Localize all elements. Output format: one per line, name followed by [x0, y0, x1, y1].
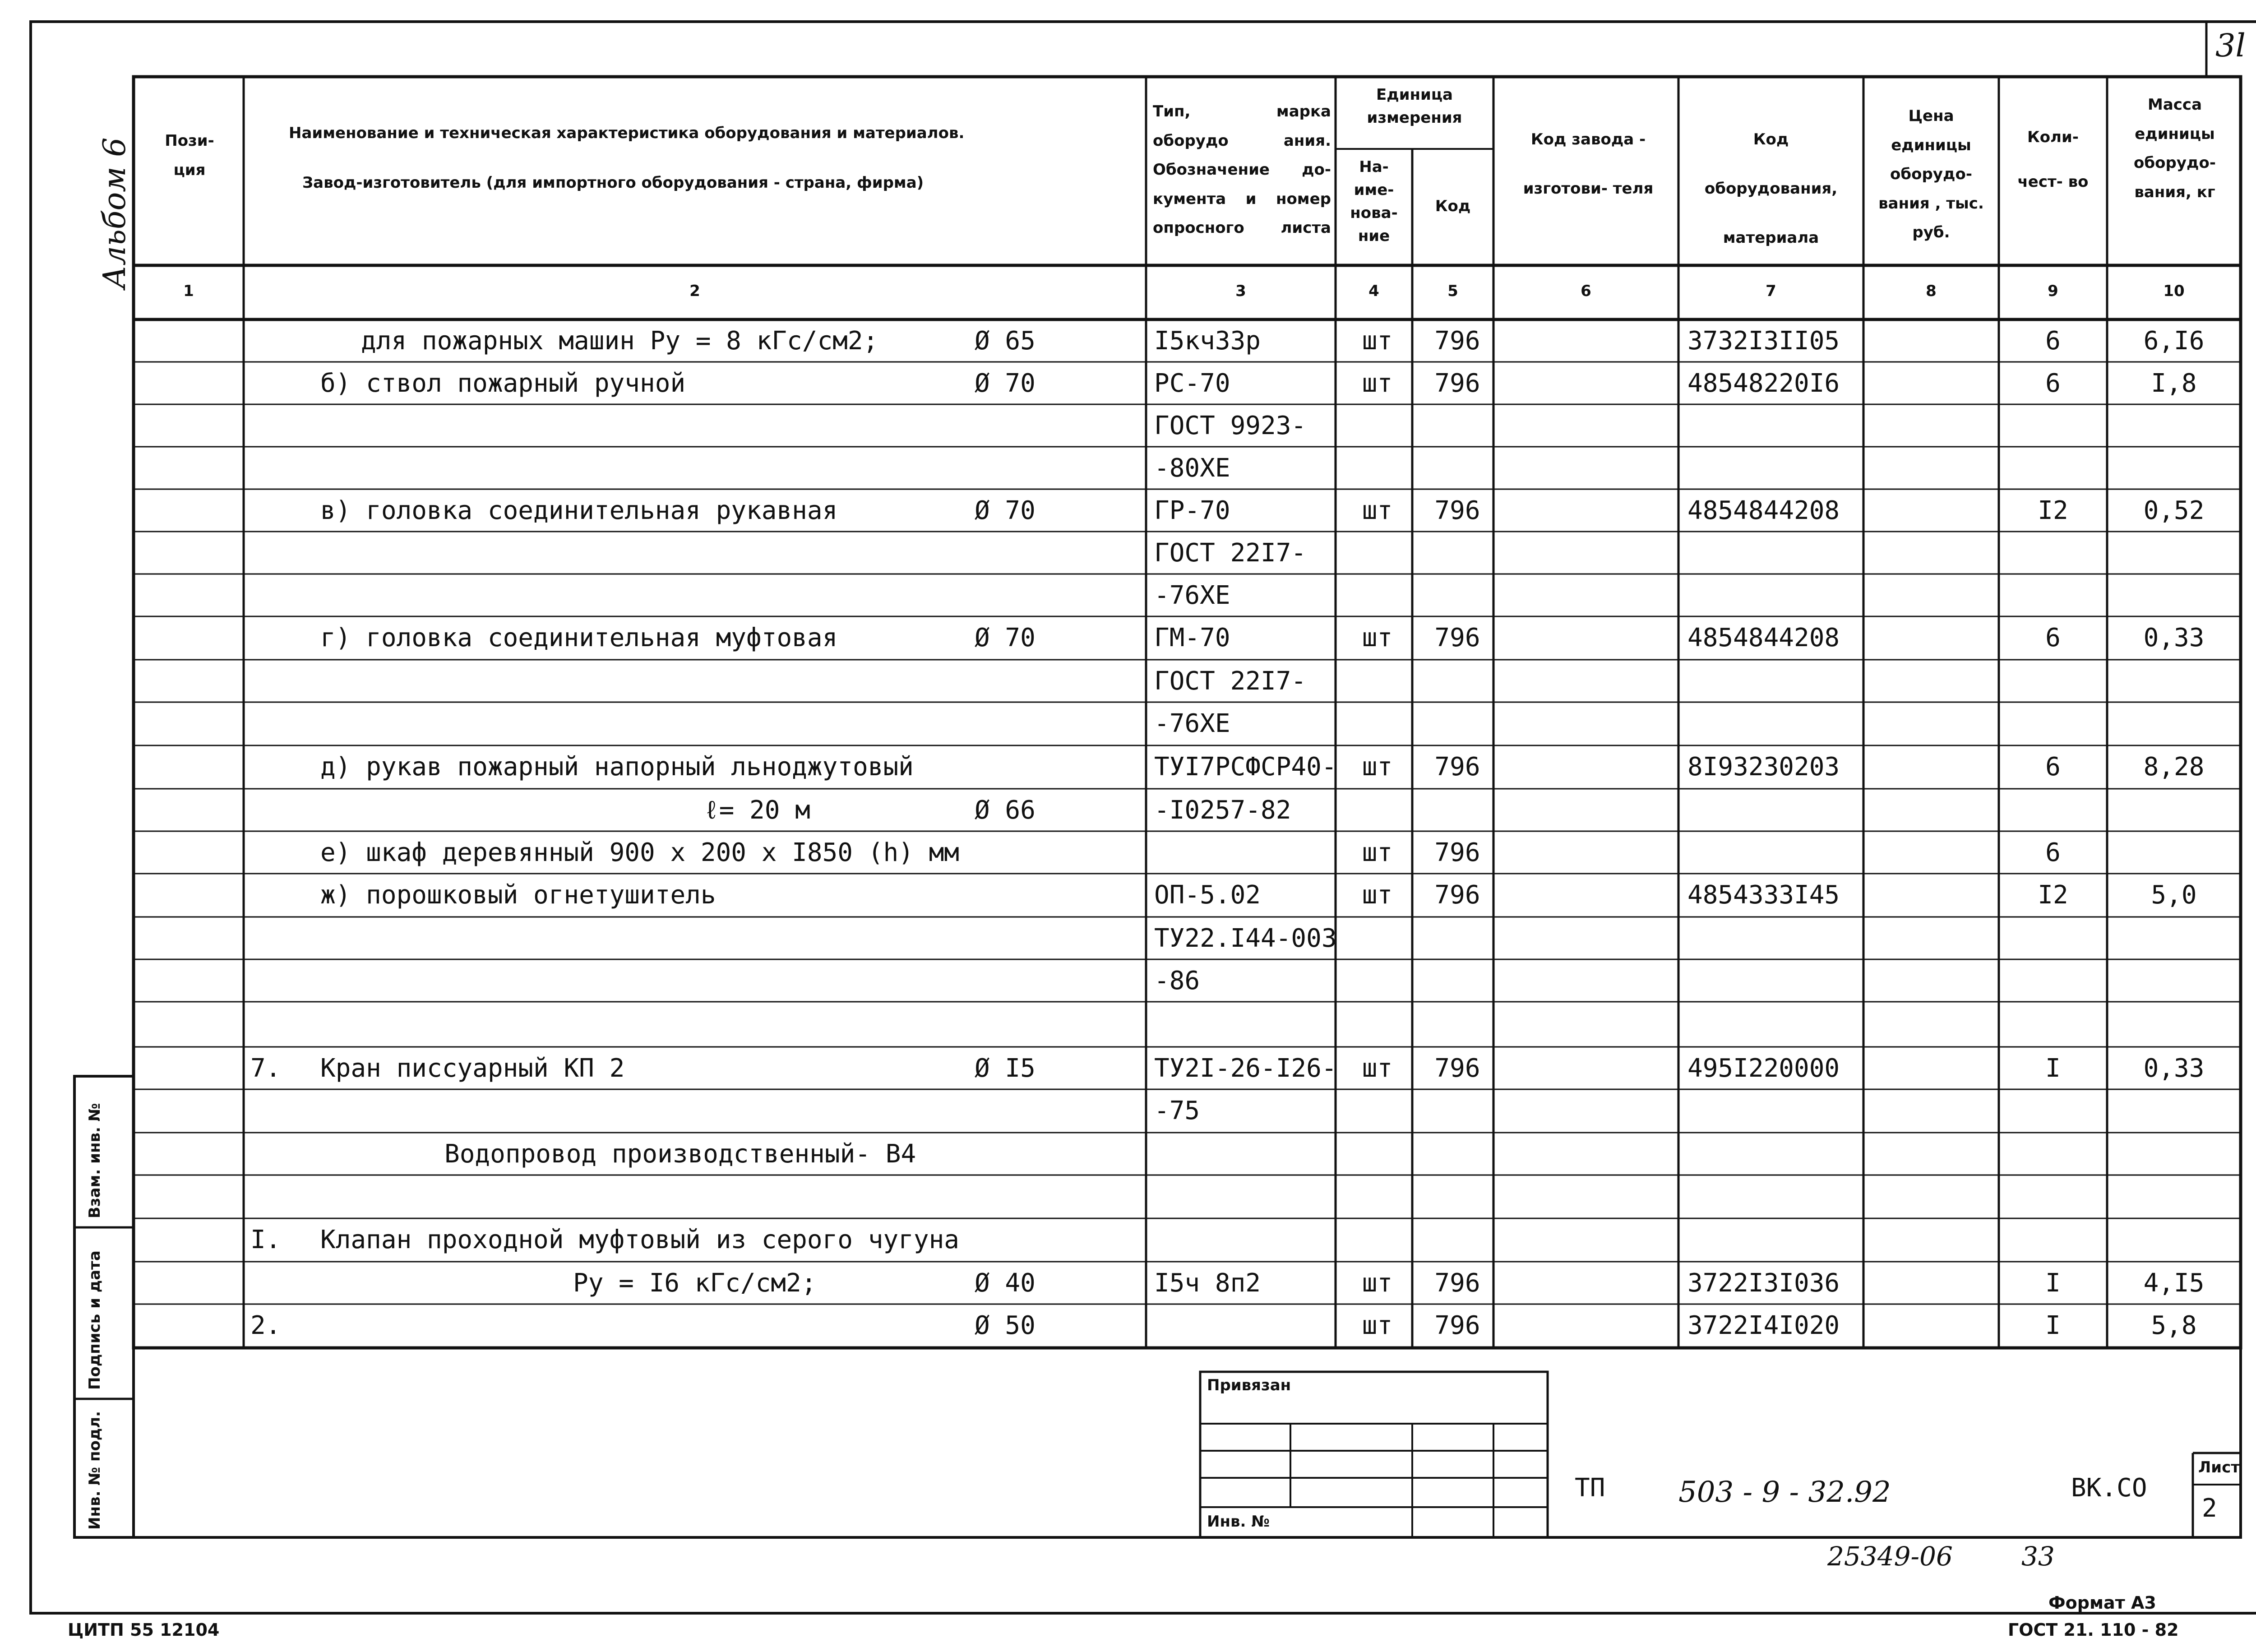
archive-number: 25349-06 [1827, 1541, 1953, 1572]
row-1-type: РС-70 [1154, 369, 1230, 398]
row-7-type: ГМ-70 [1154, 623, 1230, 652]
row-23-dia: Ø 50 [975, 1311, 1036, 1340]
row-17-mass: 0,33 [2143, 1054, 2205, 1083]
column-number-2: 2 [689, 282, 700, 300]
format-label: Формат А3 [2048, 1593, 2156, 1613]
stamp-tp: ТП [1575, 1473, 1605, 1503]
row-19-name: Водопровод производственный- В4 [444, 1139, 916, 1169]
row-10-qty: 6 [2045, 752, 2061, 782]
row-10-type: ТУI7РСФСР40- [1154, 752, 1337, 782]
row-21-name: Клапан проходной муфтовый из серого чугуна [320, 1225, 960, 1254]
row-18-type: -75 [1154, 1096, 1200, 1125]
row-4-code: 796 [1434, 496, 1480, 525]
row-7-name: г) головка соединительная муфтовая [320, 623, 838, 652]
header-factory-code: Код завода - изготови- теля [1523, 130, 1654, 198]
row-1-mass: I,8 [2151, 369, 2197, 398]
row-13-qty: I2 [2038, 880, 2068, 910]
row-17-unit: шт [1362, 1054, 1393, 1083]
row-9-type: -76ХЕ [1154, 709, 1230, 738]
row-1-unit: шт [1362, 369, 1393, 398]
row-22-name: Ру = I6 кГс/см2; [573, 1268, 817, 1298]
row-7-mcode: 4854844208 [1687, 623, 1840, 652]
row-7-code: 796 [1434, 623, 1480, 652]
row-1-code: 796 [1434, 369, 1480, 398]
side-label-vzam: Взам. инв. № [86, 1103, 104, 1218]
row-6-type: -76ХЕ [1154, 581, 1230, 610]
column-number-6: 6 [1581, 282, 1591, 300]
column-number-7: 7 [1766, 282, 1776, 300]
stamp-list-label: Лист [2198, 1458, 2240, 1476]
page-handwritten: 33 [2021, 1541, 2055, 1572]
row-13-code: 796 [1434, 880, 1480, 910]
header-price: Цена единицы оборудо- вания , тыс. руб. [1878, 107, 1984, 242]
row-12-unit: шт [1362, 838, 1393, 867]
header-type: Тип, марка оборудо ания. Обозначение до- кумента и номер опросного листа [1153, 102, 1331, 237]
row-10-mass: 8,28 [2143, 752, 2205, 782]
column-number-5: 5 [1447, 282, 1458, 300]
row-22-code: 796 [1434, 1268, 1480, 1298]
column-number-4: 4 [1368, 282, 1379, 300]
row-1-dia: Ø 70 [975, 369, 1036, 398]
row-22-type: I5ч 8п2 [1154, 1268, 1261, 1298]
row-11-name: ℓ= 20 м [704, 796, 810, 825]
row-1-mcode: 48548220I6 [1687, 369, 1840, 398]
row-7-mass: 0,33 [2143, 623, 2205, 652]
row-23-unit: шт [1362, 1311, 1393, 1340]
gost-label: ГОСТ 21. 110 - 82 [2008, 1620, 2179, 1640]
side-label-inv-podl: Инв. № подл. [86, 1411, 104, 1530]
header-quantity: Коли- чест- во [2017, 128, 2089, 191]
row-10-code: 796 [1434, 752, 1480, 782]
row-4-unit: шт [1362, 496, 1393, 525]
header-name-line2: Завод-изготовитель (для импортного оборудования - страна, фирма) [302, 174, 924, 192]
row-8-type: ГОСТ 22I7- [1154, 666, 1307, 696]
row-1-qty: 6 [2045, 369, 2061, 398]
row-17-pos: 7. [250, 1054, 281, 1083]
row-15-type: -86 [1154, 966, 1200, 995]
row-4-dia: Ø 70 [975, 496, 1036, 525]
row-4-mass: 0,52 [2143, 496, 2205, 525]
row-4-name: в) головка соединительная рукавная [320, 496, 838, 525]
row-23-mcode: 3722I4I020 [1687, 1311, 1840, 1340]
row-7-qty: 6 [2045, 623, 2061, 652]
row-12-qty: 6 [2045, 838, 2061, 867]
row-17-type: ТУ2I-26-I26- [1154, 1054, 1337, 1083]
row-17-mcode: 495I220000 [1687, 1054, 1840, 1083]
row-14-type: ТУ22.I44-003 [1154, 924, 1337, 953]
album-label: Альбом 6 [97, 137, 133, 289]
column-number-8: 8 [1926, 282, 1937, 300]
row-12-code: 796 [1434, 838, 1480, 867]
row-23-code: 796 [1434, 1311, 1480, 1340]
row-17-code: 796 [1434, 1054, 1480, 1083]
row-4-qty: I2 [2038, 496, 2068, 525]
row-0-dia: Ø 65 [975, 326, 1036, 356]
row-0-name: для пожарных машин Ру = 8 кГс/см2; [361, 326, 878, 356]
row-12-name: е) шкаф деревянный 900 х 200 х I850 (h) мм [320, 838, 960, 867]
header-unit: Единица измерения [1367, 86, 1462, 127]
stamp-privyazan: Привязан [1207, 1376, 1291, 1394]
row-23-mass: 5,8 [2151, 1311, 2197, 1340]
row-0-mcode: 3732I3II05 [1687, 326, 1840, 356]
row-21-pos: I. [250, 1225, 281, 1254]
row-7-unit: шт [1362, 623, 1393, 652]
column-number-9: 9 [2048, 282, 2058, 300]
row-10-name: д) рукав пожарный напорный льноджутовый [320, 752, 914, 782]
row-13-name: ж) порошковый огнетушитель [320, 880, 716, 910]
stamp-inv-no: Инв. № [1207, 1513, 1270, 1531]
column-number-10: 10 [2163, 282, 2185, 300]
left-code-label: ЦИТП 55 12104 [68, 1620, 220, 1640]
row-2-type: ГОСТ 9923- [1154, 411, 1307, 440]
stamp-list-number: 2 [2202, 1494, 2217, 1523]
row-23-pos: 2. [250, 1311, 281, 1340]
row-13-mass: 5,0 [2151, 880, 2197, 910]
row-11-type: -I0257-82 [1154, 796, 1291, 825]
row-22-mass: 4,I5 [2143, 1268, 2205, 1298]
header-unit-code: Код [1435, 197, 1471, 215]
row-13-type: ОП-5.02 [1154, 880, 1261, 910]
header-mass: Масса единицы оборудо- вания, кг [2134, 96, 2216, 201]
row-4-type: ГР-70 [1154, 496, 1230, 525]
row-0-mass: 6,I6 [2143, 326, 2205, 356]
row-22-mcode: 3722I3I036 [1687, 1268, 1840, 1298]
row-13-unit: шт [1362, 880, 1393, 910]
stamp-project-code: 503 - 9 - 32.92 [1678, 1476, 1891, 1509]
header-position: Пози- ция [165, 132, 214, 179]
row-17-dia: Ø I5 [975, 1054, 1036, 1083]
row-22-unit: шт [1362, 1268, 1393, 1298]
row-23-qty: I [2045, 1311, 2061, 1340]
row-0-qty: 6 [2045, 326, 2061, 356]
row-1-name: б) ствол пожарный ручной [320, 369, 686, 398]
row-22-dia: Ø 40 [975, 1268, 1036, 1298]
row-17-name: Кран писсуарный КП 2 [320, 1054, 625, 1083]
stamp-doc-mark: ВК.СО [2071, 1473, 2147, 1503]
header-name-line1: Наименование и техническая характеристика оборудования и материалов. [289, 124, 965, 142]
row-0-unit: шт [1362, 326, 1393, 356]
row-3-type: -80ХЕ [1154, 453, 1230, 483]
row-13-mcode: 4854333I45 [1687, 880, 1840, 910]
row-11-dia: Ø 66 [975, 796, 1036, 825]
row-0-code: 796 [1434, 326, 1480, 356]
row-4-mcode: 4854844208 [1687, 496, 1840, 525]
column-number-1: 1 [183, 282, 194, 300]
header-equipment-code: Код оборудования, материала [1704, 130, 1838, 247]
column-number-3: 3 [1235, 282, 1246, 300]
row-5-type: ГОСТ 22I7- [1154, 538, 1307, 568]
row-22-qty: I [2045, 1268, 2061, 1298]
row-0-type: I5кч33р [1154, 326, 1261, 356]
row-17-qty: I [2045, 1054, 2061, 1083]
row-7-dia: Ø 70 [975, 623, 1036, 652]
header-unit-name: На- име- нова- ние [1350, 158, 1398, 245]
row-10-unit: шт [1362, 752, 1393, 782]
side-label-podpis: Подпись и дата [86, 1250, 104, 1390]
sheet-corner-number: 3l [2215, 27, 2246, 64]
row-10-mcode: 8I93230203 [1687, 752, 1840, 782]
